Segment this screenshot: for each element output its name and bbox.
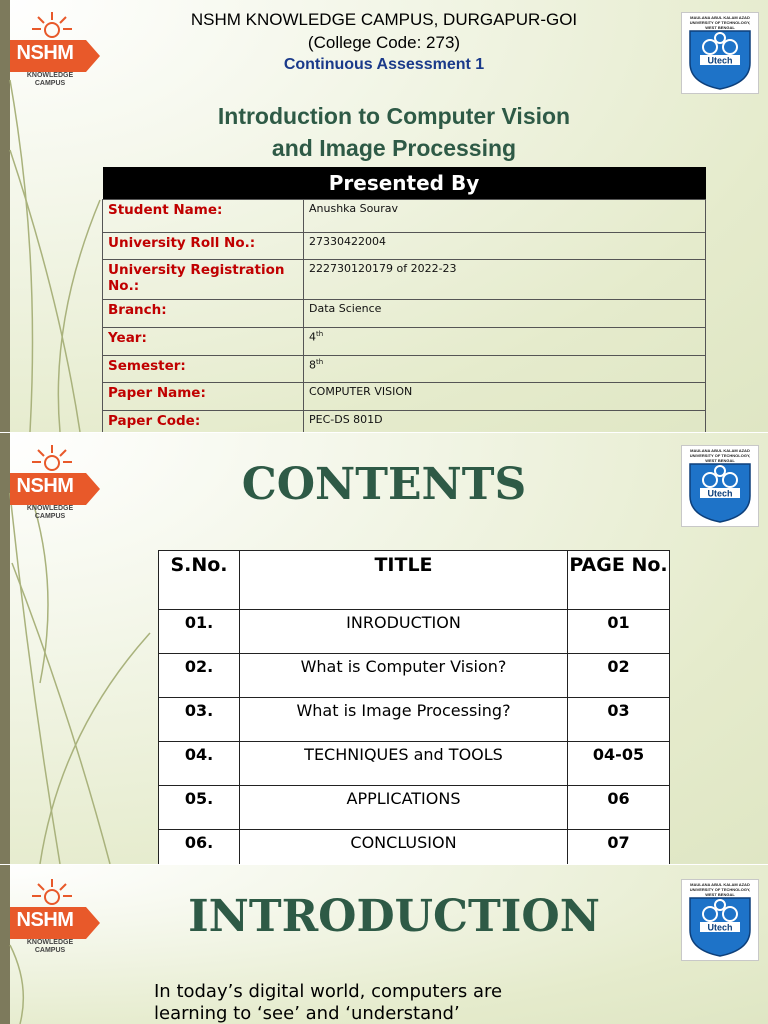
info-key: University Registration No.: bbox=[103, 260, 304, 300]
college-name: NSHM KNOWLEDGE CAMPUS, DURGAPUR-GOI bbox=[190, 10, 578, 29]
col-header: S.No. bbox=[159, 551, 240, 610]
presentation-title-line2: and Image Processing bbox=[271, 135, 517, 161]
slide-contents bbox=[0, 433, 768, 864]
nshm-logo: NSHM KNOWLEDGE CAMPUS bbox=[10, 10, 102, 90]
assessment-label: Continuous Assessment 1 bbox=[283, 56, 485, 73]
contents-table bbox=[158, 550, 670, 864]
student-info-table bbox=[102, 167, 706, 432]
introduction-text: In today’s digital world, computers are learning to ‘see’ and ‘understand’ bbox=[154, 981, 503, 1024]
info-value: 222730120179 of 2022-23 bbox=[304, 260, 706, 300]
college-code: (College Code: 273) bbox=[307, 33, 461, 52]
presented-by-header: Presented By bbox=[103, 167, 706, 200]
col-header: TITLE bbox=[240, 551, 568, 610]
table-row: 01. INRODUCTION 01 bbox=[159, 610, 670, 654]
info-key: Branch: bbox=[103, 300, 304, 328]
info-key: Paper Name: bbox=[103, 383, 304, 411]
col-header: PAGE No. bbox=[568, 551, 670, 610]
info-key: University Roll No.: bbox=[103, 233, 304, 260]
introduction-title: INTRODUCTION bbox=[188, 891, 600, 942]
info-value: Anushka Sourav bbox=[304, 200, 706, 233]
info-value: PEC-DS 801D bbox=[304, 411, 706, 433]
info-key: Semester: bbox=[103, 356, 304, 383]
info-value: 27330422004 bbox=[304, 233, 706, 260]
info-value: Data Science bbox=[304, 300, 706, 328]
contents-title: CONTENTS bbox=[241, 459, 527, 510]
info-value: 8th bbox=[304, 356, 706, 383]
svg-text:Utech: Utech bbox=[707, 922, 733, 933]
table-row: 02. What is Computer Vision? 02 bbox=[159, 654, 670, 698]
table-row: 04. TECHNIQUES and TOOLS 04-05 bbox=[159, 742, 670, 786]
table-row: 05. APPLICATIONS 06 bbox=[159, 786, 670, 830]
table-row: 03. What is Image Processing? 03 bbox=[159, 698, 670, 742]
svg-text:Utech: Utech bbox=[707, 55, 733, 66]
info-value: COMPUTER VISION bbox=[304, 383, 706, 411]
info-key: Paper Code: bbox=[103, 411, 304, 433]
presentation-title-line1: Introduction to Computer Vision bbox=[217, 103, 571, 129]
info-key: Year: bbox=[103, 328, 304, 356]
nshm-logo: NSHM KNOWLEDGE CAMPUS bbox=[10, 877, 102, 957]
slide-introduction bbox=[0, 865, 768, 1024]
info-value: 4th bbox=[304, 328, 706, 356]
slide-title bbox=[0, 0, 768, 432]
utech-logo: MAULANA ABUL KALAM AZAD UNIVERSITY OF TECHNOLOGY, WEST BENGAL Utech bbox=[681, 12, 759, 94]
nshm-logo: NSHM KNOWLEDGE CAMPUS bbox=[10, 443, 102, 523]
utech-logo: MAULANA ABUL KALAM AZAD UNIVERSITY OF TECHNOLOGY, WEST BENGAL Utech bbox=[681, 879, 759, 961]
table-row: 06. CONCLUSION 07 bbox=[159, 830, 670, 865]
utech-logo: MAULANA ABUL KALAM AZAD UNIVERSITY OF TECHNOLOGY, WEST BENGAL Utech bbox=[681, 445, 759, 527]
svg-text:Utech: Utech bbox=[707, 488, 733, 499]
info-key: Student Name: bbox=[103, 200, 304, 233]
